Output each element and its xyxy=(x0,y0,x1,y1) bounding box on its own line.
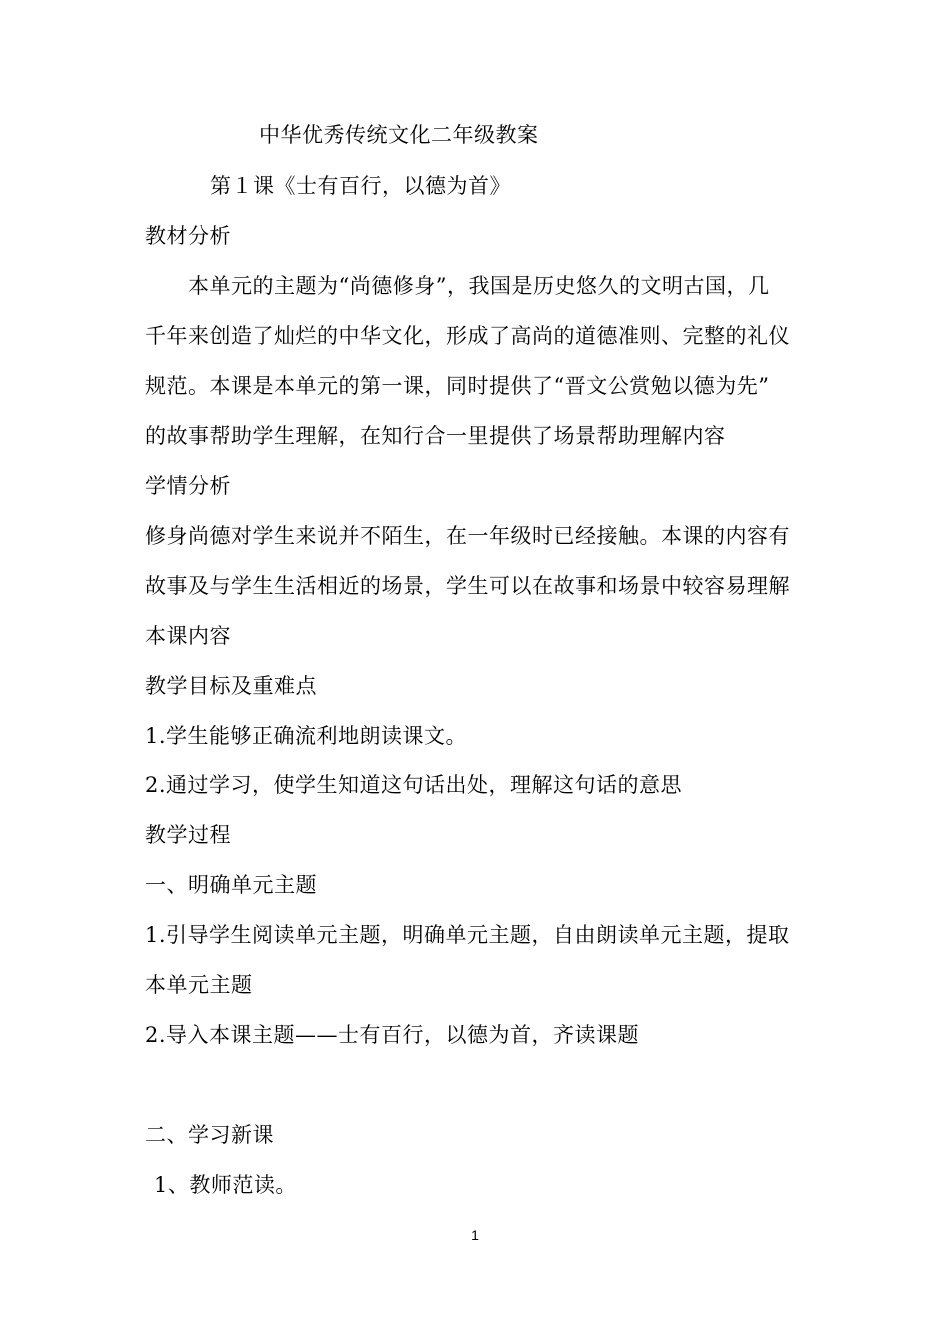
list-item: 1.引导学生阅读单元主题，明确单元主题，自由朗读单元主题，提取 xyxy=(145,923,790,947)
list-item: 2.通过学习，使学生知道这句话出处，理解这句话的意思 xyxy=(145,773,683,797)
subsection-heading: 一、明确单元主题 xyxy=(145,873,317,897)
list-item: 2.导入本课主题——士有百行，以德为首，齐读课题 xyxy=(145,1023,640,1047)
lesson-title: 第１课《士有百行，以德为首》 xyxy=(210,174,511,198)
page-number: 1 xyxy=(471,1227,479,1243)
list-item: 1.学生能够正确流利地朗读课文。 xyxy=(145,724,468,748)
section-heading-process: 教学过程 xyxy=(145,823,231,847)
paragraph-line: 故事及与学生生活相近的场景，学生可以在故事和场景中较容易理解 xyxy=(145,574,790,598)
paragraph-line: 修身尚德对学生来说并不陌生，在一年级时已经接触。本课的内容有 xyxy=(145,524,790,548)
section-heading-material: 教材分析 xyxy=(145,224,231,248)
paragraph-line: 本单元的主题为“尚德修身”，我国是历史悠久的文明古国，几 xyxy=(188,274,770,298)
paragraph-line: 千年来创造了灿烂的中华文化，形成了高尚的道德准则、完整的礼仪 xyxy=(145,324,790,348)
subsection-heading: 二、学习新课 xyxy=(145,1123,274,1147)
paragraph-line: 本课内容 xyxy=(145,624,231,648)
paragraph-line: 规范。本课是本单元的第一课，同时提供了“晋文公赏勉以德为先” xyxy=(145,374,770,398)
document-title: 中华优秀传统文化二年级教案 xyxy=(259,123,539,147)
list-item-continuation: 本单元主题 xyxy=(145,973,253,997)
list-item: 1、教师范读。 xyxy=(154,1173,297,1197)
paragraph-line: 的故事帮助学生理解，在知行合一里提供了场景帮助理解内容 xyxy=(145,424,726,448)
section-heading-student: 学情分析 xyxy=(145,474,231,498)
section-heading-goals: 教学目标及重难点 xyxy=(145,674,317,698)
